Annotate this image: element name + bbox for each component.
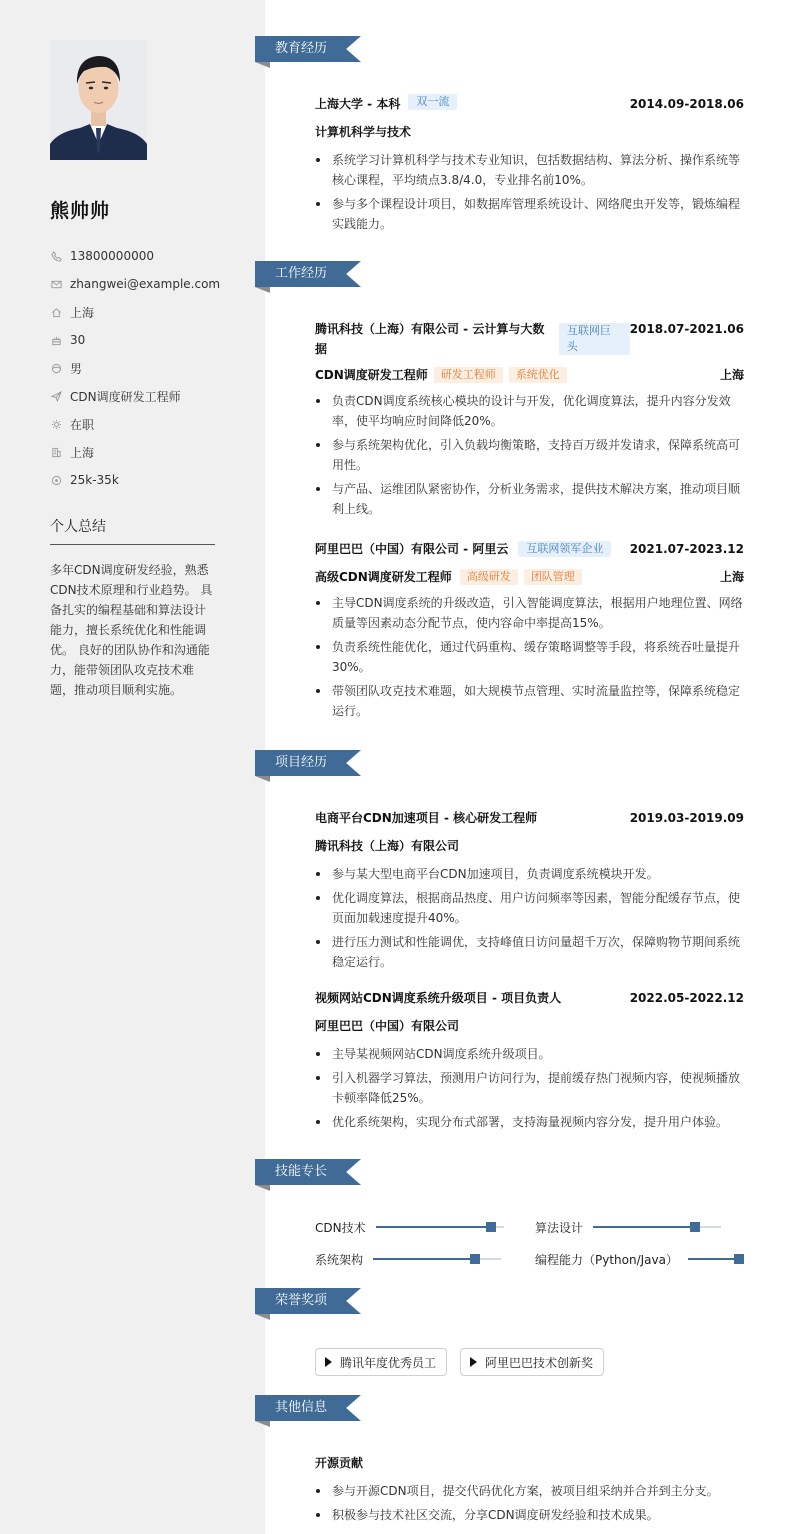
skill-bar [376, 1226, 504, 1228]
project-title: 电商平台CDN加速项目 - 核心研发工程师 [315, 811, 538, 825]
bullet-item: 参与开源CDN项目，提交代码优化方案，被项目组采纳并合并到主分支。 [315, 1481, 744, 1501]
bullet-item: 与产品、运维团队紧密协作，分析业务需求，提供技术解决方案，推动项目顺利上线。 [315, 479, 744, 519]
school-tag: 双一流 [408, 94, 457, 110]
contact-info-list [50, 242, 250, 494]
gender-icon [50, 362, 62, 374]
other-entry [315, 1453, 744, 1529]
bullet-item: 负责系统性能优化，通过代码重构、缓存策略调整等手段，将系统吞吐量提升30%。 [315, 637, 744, 677]
info-text: 上海 [70, 305, 95, 320]
summary-divider [50, 544, 215, 545]
info-gender [50, 354, 250, 382]
salary-icon [50, 474, 62, 486]
role-tag: 团队管理 [524, 569, 582, 585]
bullet-item: 负责CDN调度系统核心模块的设计与开发，优化调度算法，提升内容分发效率，使平均响应时间降低20%。 [315, 391, 744, 431]
avatar [50, 40, 147, 160]
work-date: 2018.07-2021.06 [629, 322, 744, 336]
education-bullets [315, 150, 744, 234]
section-header-education [255, 36, 365, 66]
other-bullets [315, 1481, 744, 1525]
entry-left [315, 94, 457, 114]
info-text: CDN调度研发工程师 [70, 389, 181, 404]
bullet-item: 参与多个课程设计项目，如数据库管理系统设计、网络爬虫开发等，锻炼编程实践能力。 [315, 194, 744, 234]
skill-bar [373, 1258, 501, 1260]
project-entry [315, 988, 744, 1136]
bullet-item: 系统学习计算机科学与技术专业知识，包括数据结构、算法分析、操作系统等核心课程，平均绩点3.8/4.0，专业排名前10%。 [315, 150, 744, 190]
award-item [315, 1348, 447, 1376]
section-title: 其他信息 [275, 1400, 328, 1415]
award-name: 阿里巴巴技术创新奖 [485, 1355, 594, 1370]
info-text: 男 [70, 361, 83, 376]
info-phone [50, 242, 250, 270]
info-salary [50, 466, 250, 494]
skill-level-marker [734, 1254, 744, 1264]
info-position [50, 382, 250, 410]
skill-name: 编程能力（Python/Java） [535, 1252, 678, 1267]
ribbon-fold [255, 1421, 270, 1427]
work-entry [315, 539, 744, 725]
info-text: zhangwei@example.com [70, 277, 221, 291]
role-title: CDN调度研发工程师 [315, 368, 428, 382]
sidebar [0, 0, 265, 1534]
work-city: 上海 [719, 570, 744, 584]
skill-bar-fill [373, 1258, 475, 1260]
section-header-other [255, 1395, 365, 1425]
role-row [315, 567, 744, 587]
summary-title: 个人总结 [50, 519, 106, 535]
section-header-work [255, 261, 365, 291]
send-icon [50, 390, 62, 402]
section-title: 工作经历 [275, 266, 328, 281]
role-tag: 高级研发 [460, 569, 518, 585]
work-entry [315, 319, 744, 523]
work-bullets [315, 593, 744, 721]
bullet-item: 带领团队攻克技术难题，如大规模节点管理、实时流量监控等，保障系统稳定运行。 [315, 681, 744, 721]
school-name: 上海大学 - 本科 [315, 97, 401, 111]
skill-bar-fill [376, 1226, 491, 1228]
skill-bar [593, 1226, 721, 1228]
project-date: 2019.03-2019.09 [629, 811, 744, 825]
skill-item [315, 1217, 504, 1237]
ribbon-fold [255, 1314, 270, 1320]
skill-name: 系统架构 [315, 1252, 364, 1267]
entry-head [315, 808, 744, 828]
bullet-item: 优化系统架构，实现分布式部署，支持海量视频内容分发，提升用户体验。 [315, 1112, 744, 1132]
bullet-item: 参与系统架构优化，引入负载均衡策略，支持百万级并发请求，保障系统高可用性。 [315, 435, 744, 475]
skill-item [315, 1249, 501, 1269]
summary-text: 多年CDN调度研发经验，熟悉CDN技术原理和行业趋势。 具备扎实的编程基础和算法设计能力，擅长系统优化和性能调优。 良好的团队协作和沟通能力，能带领团队攻克技术难题，推动项目顺利实施。 [50, 563, 213, 697]
skill-name: CDN技术 [315, 1220, 366, 1235]
bullet-item: 参与某大型电商平台CDN加速项目，负责调度系统模块开发。 [315, 864, 744, 884]
award-item [460, 1348, 604, 1376]
info-text: 上海 [70, 445, 95, 460]
info-text: 13800000000 [70, 249, 154, 263]
section-header-awards [255, 1288, 365, 1318]
bullet-item: 进行压力测试和性能调优，支持峰值日访问量超千万次，保障购物节期间系统稳定运行。 [315, 932, 744, 972]
section-header-projects [255, 750, 365, 780]
award-name: 腾讯年度优秀员工 [340, 1355, 437, 1370]
skill-name: 算法设计 [535, 1220, 584, 1235]
skill-bar [688, 1258, 742, 1260]
entry-head [315, 94, 744, 114]
role-left [315, 567, 582, 587]
company-name: 阿里巴巴（中国）有限公司 - 阿里云 [315, 542, 509, 556]
skill-bar-fill [688, 1258, 739, 1260]
other-title: 开源贡献 [315, 1456, 364, 1470]
project-bullets [315, 864, 744, 972]
role-tag: 研发工程师 [434, 367, 503, 383]
ribbon-fold [255, 287, 270, 293]
section-title: 项目经历 [275, 755, 328, 770]
project-company: 阿里巴巴（中国）有限公司 [315, 1019, 460, 1033]
project-bullets [315, 1044, 744, 1132]
info-text: 30 [70, 333, 86, 347]
project-entry [315, 808, 744, 976]
role-row [315, 365, 744, 385]
entry-head [315, 988, 744, 1008]
bullet-item: 主导某视频网站CDN调度系统升级项目。 [315, 1044, 744, 1064]
bullet-item: 优化调度算法，根据商品热度、用户访问频率等因素，智能分配缓存节点，使页面加载速度提升40%。 [315, 888, 744, 928]
work-city: 上海 [719, 368, 744, 382]
bullet-item: 主导CDN调度系统的升级改造，引入智能调度算法，根据用户地理位置、网络质量等因素动态分配节点，使内容命中率提高15%。 [315, 593, 744, 633]
bullet-item: 引入机器学习算法，预测用户访问行为，提前缓存热门视频内容，使视频播放卡顿率降低25%。 [315, 1068, 744, 1108]
entry-left [315, 319, 630, 359]
skill-level-marker [486, 1222, 496, 1232]
work-bullets [315, 391, 744, 519]
mail-icon [50, 278, 62, 290]
ribbon-fold [255, 776, 270, 782]
role-tag: 系统优化 [509, 367, 567, 383]
company-tag: 互联网领军企业 [518, 541, 611, 557]
skill-level-marker [690, 1222, 700, 1232]
major: 计算机科学与技术 [315, 125, 412, 139]
status-icon [50, 418, 62, 430]
education-entry [315, 94, 744, 238]
home-icon [50, 306, 62, 318]
info-text: 在职 [70, 417, 95, 432]
candidate-name: 熊帅帅 [50, 200, 111, 222]
section-title: 荣誉奖项 [275, 1293, 328, 1308]
company-name: 腾讯科技（上海）有限公司 - 云计算与大数据 [315, 322, 545, 356]
skill-level-marker [470, 1254, 480, 1264]
info-status [50, 410, 250, 438]
section-title: 技能专长 [275, 1164, 328, 1179]
play-icon [470, 1357, 477, 1367]
ribbon-fold [255, 62, 270, 68]
role-title: 高级CDN调度研发工程师 [315, 570, 452, 584]
skill-bar-fill [593, 1226, 695, 1228]
education-date: 2014.09-2018.06 [629, 97, 744, 111]
entry-left [315, 539, 611, 559]
skill-item [535, 1217, 721, 1237]
section-title: 教育经历 [275, 41, 328, 56]
section-header-skills [255, 1159, 365, 1189]
project-company: 腾讯科技（上海）有限公司 [315, 839, 460, 853]
building-icon [50, 446, 62, 458]
project-title: 视频网站CDN调度系统升级项目 - 项目负责人 [315, 991, 562, 1005]
role-left [315, 365, 567, 385]
phone-icon [50, 250, 62, 262]
play-icon [325, 1357, 332, 1367]
entry-head [315, 539, 744, 559]
age-icon [50, 334, 62, 346]
ribbon-fold [255, 1185, 270, 1191]
project-date: 2022.05-2022.12 [629, 991, 744, 1005]
entry-head [315, 319, 744, 359]
skill-item [535, 1249, 742, 1269]
info-text: 25k-35k [70, 473, 119, 487]
info-home [50, 298, 250, 326]
info-city [50, 438, 250, 466]
info-age [50, 326, 250, 354]
company-tag: 互联网巨头 [559, 323, 630, 355]
work-date: 2021.07-2023.12 [629, 542, 744, 556]
info-email [50, 270, 250, 298]
bullet-item: 积极参与技术社区交流，分享CDN调度研发经验和技术成果。 [315, 1505, 744, 1525]
